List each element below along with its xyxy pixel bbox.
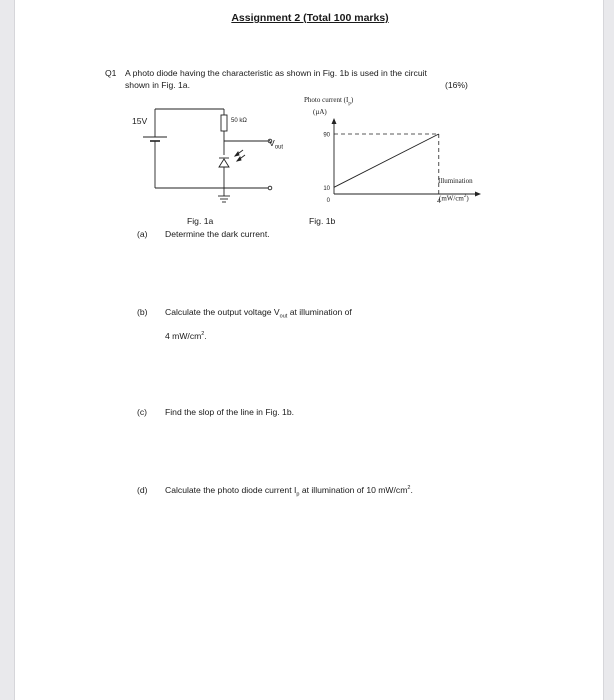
chart-y-axis-title-line2: (µA) bbox=[313, 108, 327, 116]
resistor-label: 50 kΩ bbox=[231, 118, 247, 124]
x-axis-arrow bbox=[475, 192, 481, 197]
y-tick-label-10: 10 bbox=[323, 185, 330, 192]
part-d-sub: p bbox=[296, 491, 300, 498]
part-b-line2-main: 4 mW/cm bbox=[165, 331, 202, 341]
vout-main: V bbox=[269, 138, 275, 148]
document-page bbox=[14, 0, 604, 700]
part-c-text: Find the slop of the line in Fig. 1b. bbox=[165, 407, 294, 417]
y-tick-label-90: 90 bbox=[323, 132, 330, 139]
y-title-main: Photo current (I bbox=[304, 96, 349, 104]
part-d-final: . bbox=[410, 485, 413, 495]
part-c-label: (c) bbox=[137, 407, 148, 417]
y-title-sub: p bbox=[348, 101, 351, 107]
part-b-line2-end: . bbox=[204, 331, 207, 341]
question-text-line2: shown in Fig. 1a. bbox=[125, 80, 190, 90]
part-d-end: at illumination of 10 mW/cm bbox=[299, 485, 408, 495]
part-b-label: (b) bbox=[137, 307, 148, 317]
chart-y-axis-title-line1 bbox=[304, 96, 353, 106]
y-axis-arrow bbox=[332, 118, 337, 124]
chart-x-axis-title-line2 bbox=[439, 194, 469, 202]
fig-1b-caption: Fig. 1b bbox=[309, 216, 336, 226]
part-d-start: Calculate the photo diode current I bbox=[165, 485, 297, 495]
part-d-text bbox=[165, 485, 413, 498]
supply-voltage-label: 15V bbox=[132, 116, 148, 126]
part-d-sup: 2 bbox=[407, 485, 411, 492]
y-title-end: ) bbox=[350, 96, 354, 104]
vout-sub: out bbox=[274, 144, 284, 151]
x-title-end: ) bbox=[466, 194, 469, 203]
chart-x-axis-title-line1: Illumination bbox=[438, 177, 473, 185]
x-title-sup: 2 bbox=[463, 194, 467, 199]
characteristic-line bbox=[334, 134, 439, 187]
part-a-label: (a) bbox=[137, 229, 148, 239]
part-b-text bbox=[165, 307, 352, 320]
part-a-text: Determine the dark current. bbox=[165, 229, 270, 239]
origin-label: 0 bbox=[326, 198, 330, 204]
vout-label bbox=[269, 138, 283, 151]
question-marks: (16%) bbox=[445, 80, 468, 90]
part-b-sub: out bbox=[279, 313, 288, 320]
page-title: Assignment 2 (Total 100 marks) bbox=[231, 12, 389, 24]
x-title-main: (mW/cm bbox=[439, 194, 464, 203]
part-d-label: (d) bbox=[137, 485, 148, 495]
part-b-start: Calculate the output voltage V bbox=[165, 307, 280, 317]
fig-1a-caption: Fig. 1a bbox=[187, 216, 214, 226]
question-number: Q1 bbox=[105, 68, 117, 78]
part-b-text-line2 bbox=[165, 331, 207, 341]
x-tick-label-4: 4 bbox=[437, 199, 441, 205]
part-b-line2-sup: 2 bbox=[201, 331, 205, 338]
part-b-end: at illumination of bbox=[287, 307, 352, 317]
fig-1a-circuit bbox=[125, 100, 295, 225]
question-text-line1: A photo diode having the characteristic as shown in Fig. 1b is used in the circuit bbox=[125, 68, 427, 78]
